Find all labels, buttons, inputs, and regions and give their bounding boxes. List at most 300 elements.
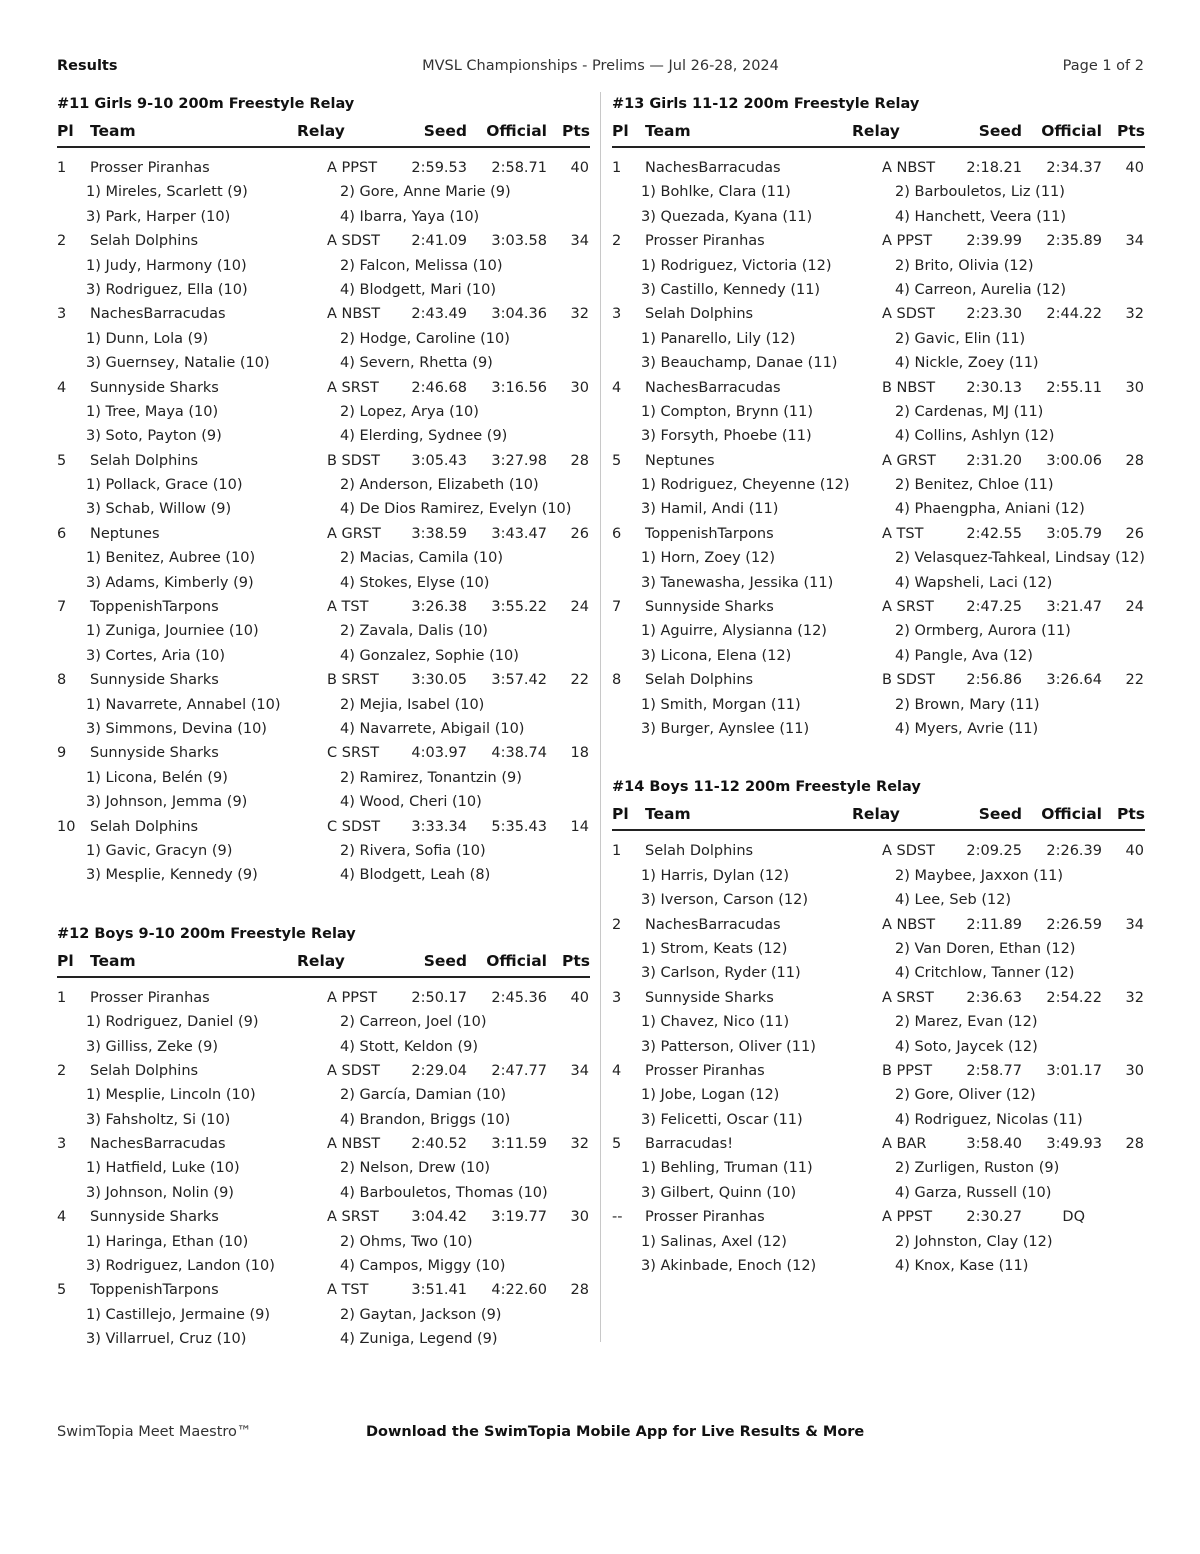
team-row [612, 1059, 1145, 1083]
swimmers-row [57, 497, 590, 521]
result-entry [57, 1132, 590, 1205]
swimmer-leg-2: 2) Velasquez-Tahkeal, Lindsay (12) [895, 550, 1145, 567]
team-name: Neptunes [90, 525, 160, 542]
official-time: 3:00.06 [1046, 452, 1102, 469]
team-name: Selah Dolphins [645, 672, 754, 689]
swimmer-leg-4: 4) Gonzalez, Sophie (10) [340, 647, 519, 664]
seed-time: 3:38.59 [411, 525, 467, 542]
swimmer-leg-1: 1) Bohlke, Clara (11) [641, 184, 791, 201]
points: 28 [1125, 452, 1144, 469]
team-row [612, 913, 1145, 937]
team-row [612, 156, 1145, 180]
result-entry [612, 1059, 1145, 1132]
relay-code: A NBST [327, 306, 381, 323]
header-points: Pts [1117, 805, 1145, 824]
header-official: Official [486, 122, 547, 140]
official-time: 2:45.36 [491, 989, 547, 1006]
points: 32 [1125, 306, 1144, 323]
swimmer-leg-1: 1) Haringa, Ethan (10) [86, 1233, 249, 1250]
result-entry [57, 449, 590, 522]
swimmer-leg-3: 3) Carlson, Ryder (11) [641, 965, 801, 982]
swimmers-row [612, 1230, 1145, 1254]
swimmer-leg-1: 1) Behling, Truman (11) [641, 1160, 813, 1177]
place: 4 [612, 379, 622, 396]
points: 34 [570, 1062, 589, 1079]
team-name: NachesBarracudas [90, 1136, 226, 1153]
swimmer-leg-3: 3) Fahsholtz, Si (10) [86, 1111, 231, 1128]
relay-code: A TST [327, 1282, 369, 1299]
result-entry [57, 1059, 590, 1132]
swimmers-row [612, 693, 1145, 717]
swimmer-leg-3: 3) Gilbert, Quinn (10) [641, 1184, 797, 1201]
official-time: 2:26.39 [1046, 843, 1102, 860]
official-time: 2:58.71 [491, 160, 547, 176]
relay-code: A SDST [327, 1062, 380, 1079]
header-official: Official [486, 951, 547, 970]
swimmers-row [612, 571, 1145, 595]
swimmers-row [57, 1035, 590, 1059]
relay-code: A GRST [882, 452, 936, 469]
swimmer-leg-1: 1) Rodriguez, Daniel (9) [86, 1014, 259, 1031]
team-row [57, 376, 590, 400]
team-name: NachesBarracudas [90, 306, 226, 323]
swimmer-leg-1: 1) Strom, Keats (12) [641, 940, 788, 957]
result-entry [612, 1205, 1145, 1278]
swimmers-row [57, 1083, 590, 1107]
swimmer-leg-1: 1) Licona, Belén (9) [86, 769, 228, 786]
seed-time: 2:41.09 [411, 233, 467, 250]
team-name: Sunnyside Sharks [645, 989, 774, 1006]
swimmer-leg-4: 4) Stott, Keldon (9) [340, 1038, 478, 1055]
swimmers-row [57, 400, 590, 424]
team-name: NachesBarracudas [645, 160, 781, 176]
swimmer-leg-1: 1) Dunn, Lola (9) [86, 330, 209, 347]
swimmer-leg-1: 1) Aguirre, Alysianna (12) [641, 623, 827, 640]
team-row [57, 522, 590, 546]
seed-time: 2:46.68 [411, 379, 467, 396]
swimmers-row [57, 327, 590, 351]
left-column [57, 92, 590, 1352]
result-entry [612, 302, 1145, 375]
seed-time: 2:31.20 [966, 452, 1022, 469]
swimmers-row [612, 937, 1145, 961]
swimmer-leg-3: 3) Gilliss, Zeke (9) [86, 1038, 218, 1055]
swimmer-leg-2: 2) Gaytan, Jackson (9) [340, 1306, 502, 1323]
points: 22 [570, 672, 589, 689]
place: 1 [612, 160, 622, 176]
relay-code: B NBST [882, 379, 936, 396]
swimmers-row [612, 327, 1145, 351]
swimmers-row [612, 1083, 1145, 1107]
swimmer-leg-4: 4) Barbouletos, Thomas (10) [340, 1184, 548, 1201]
result-entry [57, 595, 590, 668]
swimmer-leg-3: 3) Burger, Aynslee (11) [641, 720, 810, 737]
swimmer-leg-2: 2) Zurligen, Ruston (9) [895, 1160, 1060, 1177]
swimmer-leg-2: 2) Mejia, Isabel (10) [340, 696, 485, 713]
header-official: Official [1041, 805, 1102, 824]
team-name: Prosser Piranhas [90, 989, 210, 1006]
seed-time: 2:50.17 [411, 989, 467, 1006]
place: 2 [612, 916, 622, 933]
place: 4 [57, 379, 67, 396]
header-points: Pts [1117, 122, 1145, 140]
swimmer-leg-2: 2) García, Damian (10) [340, 1087, 507, 1104]
swimmers-row [612, 619, 1145, 643]
swimmer-leg-4: 4) Campos, Miggy (10) [340, 1258, 506, 1275]
official-time: 3:11.59 [491, 1136, 547, 1153]
points: 34 [1125, 916, 1144, 933]
page-number: Page 1 of 2 [1062, 58, 1144, 74]
swimmer-leg-2: 2) Maybee, Jaxxon (11) [895, 867, 1064, 884]
swimmer-leg-4: 4) Stokes, Elyse (10) [340, 574, 490, 591]
swimmer-leg-3: 3) Johnson, Nolin (9) [86, 1184, 234, 1201]
swimmers-row [612, 278, 1145, 302]
official-time: 2:47.77 [491, 1062, 547, 1079]
official-time: 2:55.11 [1046, 379, 1102, 396]
points: 22 [1125, 672, 1144, 689]
swimmer-leg-1: 1) Harris, Dylan (12) [641, 867, 789, 884]
swimmers-row [612, 497, 1145, 521]
swimmer-leg-1: 1) Smith, Morgan (11) [641, 696, 801, 713]
swimmers-row [612, 546, 1145, 570]
official-time: 2:54.22 [1046, 989, 1102, 1006]
relay-code: A NBST [882, 160, 936, 176]
place: 9 [57, 745, 67, 762]
swimmer-leg-2: 2) Carreon, Joel (10) [340, 1014, 487, 1031]
event-12 [57, 922, 590, 1352]
relay-code: A SDST [882, 843, 935, 860]
swimmer-leg-3: 3) Mesplie, Kennedy (9) [86, 867, 258, 884]
swimmers-row [57, 644, 590, 668]
swimmer-leg-1: 1) Tree, Maya (10) [86, 403, 219, 420]
relay-code: A SRST [327, 1209, 379, 1226]
seed-time: 2:47.25 [966, 599, 1022, 616]
seed-time: 2:58.77 [966, 1062, 1022, 1079]
official-time: 3:01.17 [1046, 1062, 1102, 1079]
points: 30 [570, 1209, 589, 1226]
points: 34 [1125, 233, 1144, 250]
swimmer-leg-4: 4) Carreon, Aurelia (12) [895, 281, 1067, 298]
swimmer-leg-2: 2) Anderson, Elizabeth (10) [340, 477, 539, 494]
seed-time: 2:42.55 [966, 525, 1022, 542]
result-entry [612, 668, 1145, 741]
place: 6 [57, 525, 67, 542]
swimmer-leg-3: 3) Felicetti, Oscar (11) [641, 1111, 803, 1128]
swimmer-leg-2: 2) Johnston, Clay (12) [895, 1233, 1053, 1250]
team-row [612, 1205, 1145, 1229]
team-row [612, 302, 1145, 326]
relay-code: A BAR [882, 1136, 927, 1153]
relay-code: A TST [327, 599, 369, 616]
team-row [57, 1059, 590, 1083]
swimmer-leg-3: 3) Simmons, Devina (10) [86, 720, 267, 737]
result-entry [57, 302, 590, 375]
result-entry [612, 913, 1145, 986]
event-13 [612, 92, 1145, 741]
swimmers-row [57, 1303, 590, 1327]
swimmer-leg-2: 2) Hodge, Caroline (10) [340, 330, 510, 347]
swimmer-leg-2: 2) Barbouletos, Liz (11) [895, 184, 1065, 201]
team-row [612, 376, 1145, 400]
result-entry [57, 229, 590, 302]
team-name: Prosser Piranhas [645, 1062, 765, 1079]
footer-app-promo: Download the SwimTopia Mobile App for Live Results & More [366, 1424, 865, 1440]
header-points: Pts [562, 951, 590, 970]
official-time: 3:27.98 [491, 452, 547, 469]
seed-time: 2:39.99 [966, 233, 1022, 250]
swimmer-leg-4: 4) Lee, Seb (12) [895, 892, 1012, 909]
place: 1 [612, 843, 622, 860]
result-entry [57, 522, 590, 595]
swimmer-leg-1: 1) Chavez, Nico (11) [641, 1014, 790, 1031]
swimmer-leg-4: 4) Nickle, Zoey (11) [895, 355, 1039, 372]
team-row [57, 668, 590, 692]
swimmers-row [57, 254, 590, 278]
team-row [57, 986, 590, 1010]
swimmer-leg-1: 1) Rodriguez, Cheyenne (12) [641, 477, 850, 494]
official-time: 2:44.22 [1046, 306, 1102, 323]
swimmer-leg-4: 4) Wood, Cheri (10) [340, 794, 482, 811]
swimmers-row [57, 1254, 590, 1278]
swimmer-leg-1: 1) Pollack, Grace (10) [86, 477, 243, 494]
team-name: ToppenishTarpons [90, 599, 219, 616]
swimmers-row [57, 205, 590, 229]
swimmers-row [57, 1327, 590, 1351]
team-row [612, 229, 1145, 253]
swimmers-row [612, 717, 1145, 741]
swimmer-leg-2: 2) Ramirez, Tonantzin (9) [340, 769, 522, 786]
swimmer-leg-3: 3) Quezada, Kyana (11) [641, 208, 813, 225]
swimmers-row [57, 180, 590, 204]
relay-code: A SDST [327, 233, 380, 250]
swimmers-row [57, 619, 590, 643]
relay-code: A SRST [327, 379, 379, 396]
seed-time: 2:18.21 [966, 160, 1022, 176]
swimmer-leg-3: 3) Akinbade, Enoch (12) [641, 1258, 817, 1275]
relay-code: A GRST [327, 525, 381, 542]
swimmers-row [612, 1108, 1145, 1132]
team-name: Selah Dolphins [645, 843, 754, 860]
swimmers-row [612, 1254, 1145, 1278]
swimmer-leg-2: 2) Brown, Mary (11) [895, 696, 1040, 713]
seed-time: 3:30.05 [411, 672, 467, 689]
team-name: Sunnyside Sharks [90, 1209, 219, 1226]
points: 18 [570, 745, 589, 762]
relay-code: A SRST [882, 599, 934, 616]
official-time: 3:57.42 [491, 672, 547, 689]
points: 40 [570, 160, 589, 176]
swimmer-leg-4: 4) Soto, Jaycek (12) [895, 1038, 1038, 1055]
seed-time: 2:56.86 [966, 672, 1022, 689]
result-entry [57, 156, 590, 229]
swimmer-leg-4: 4) Collins, Ashlyn (12) [895, 428, 1055, 445]
seed-time: 3:58.40 [966, 1136, 1022, 1153]
result-entry [612, 522, 1145, 595]
table-header [57, 946, 590, 978]
place: 2 [57, 1062, 67, 1079]
team-row [612, 839, 1145, 863]
seed-time: 2:11.89 [966, 916, 1022, 933]
swimmer-leg-2: 2) Brito, Olivia (12) [895, 257, 1034, 274]
swimmer-leg-4: 4) Knox, Kase (11) [895, 1258, 1029, 1275]
meet-title: MVSL Championships - Prelims — Jul 26-28, 2024 [422, 58, 779, 74]
dq-status: DQ [1062, 1209, 1085, 1226]
points: 28 [1125, 1136, 1144, 1153]
swimmer-leg-1: 1) Salinas, Axel (12) [641, 1233, 787, 1250]
relay-code: A PPST [327, 989, 378, 1006]
team-name: Prosser Piranhas [645, 233, 765, 250]
place: 1 [57, 989, 67, 1006]
swimmers-row [612, 254, 1145, 278]
swimmer-leg-1: 1) Jobe, Logan (12) [641, 1087, 780, 1104]
swimmer-leg-3: 3) Iverson, Carson (12) [641, 892, 809, 909]
team-row [612, 668, 1145, 692]
swimmers-row [612, 351, 1145, 375]
swimmer-leg-2: 2) Lopez, Arya (10) [340, 403, 479, 420]
swimmers-row [57, 571, 590, 595]
official-time: 2:34.37 [1046, 160, 1102, 176]
relay-code: A NBST [882, 916, 936, 933]
team-row [57, 1205, 590, 1229]
place: 6 [612, 525, 622, 542]
event-title: #11 Girls 9-10 200m Freestyle Relay [57, 96, 355, 112]
swimmer-leg-2: 2) Benitez, Chloe (11) [895, 477, 1054, 494]
swimmer-leg-1: 1) Navarrete, Annabel (10) [86, 696, 281, 713]
points: 26 [1125, 525, 1144, 542]
team-name: Selah Dolphins [90, 818, 199, 835]
header-place: Pl [612, 122, 629, 140]
place: 10 [57, 818, 76, 835]
swimmer-leg-1: 1) Zuniga, Journiee (10) [86, 623, 259, 640]
team-name: NachesBarracudas [645, 379, 781, 396]
swimmer-leg-4: 4) Elerding, Sydnee (9) [340, 428, 508, 445]
header-seed: Seed [423, 951, 467, 970]
table-header [57, 116, 590, 148]
official-time: 2:35.89 [1046, 233, 1102, 250]
points: 28 [570, 452, 589, 469]
event-title: #12 Boys 9-10 200m Freestyle Relay [57, 925, 356, 942]
swimmer-leg-4: 4) Navarrete, Abigail (10) [340, 720, 525, 737]
table-header [612, 116, 1145, 148]
team-row [57, 449, 590, 473]
header-seed: Seed [978, 122, 1022, 140]
swimmers-row [57, 863, 590, 887]
points: 26 [570, 525, 589, 542]
swimmer-leg-1: 1) Castillejo, Jermaine (9) [86, 1306, 271, 1323]
swimmer-leg-3: 3) Johnson, Jemma (9) [86, 794, 248, 811]
team-row [57, 229, 590, 253]
swimmer-leg-2: 2) Gore, Oliver (12) [895, 1087, 1036, 1104]
column-divider [600, 92, 601, 1342]
swimmers-row [612, 961, 1145, 985]
swimmer-leg-3: 3) Villarruel, Cruz (10) [86, 1331, 247, 1348]
team-row [612, 986, 1145, 1010]
result-entry [612, 839, 1145, 912]
swimmer-leg-3: 3) Beauchamp, Danae (11) [641, 355, 838, 372]
swimmer-leg-1: 1) Mireles, Scarlett (9) [86, 184, 248, 201]
place: 4 [612, 1062, 622, 1079]
swimmers-row [57, 1108, 590, 1132]
place: 3 [612, 306, 622, 323]
place: 3 [612, 989, 622, 1006]
team-name: NachesBarracudas [645, 916, 781, 933]
points: 34 [570, 233, 589, 250]
seed-time: 2:30.13 [966, 379, 1022, 396]
place: 5 [57, 1282, 67, 1299]
relay-code: C SRST [327, 745, 380, 762]
swimmers-row [57, 351, 590, 375]
header-team: Team [90, 951, 136, 970]
place: 7 [57, 599, 67, 616]
seed-time: 2:29.04 [411, 1062, 467, 1079]
official-time: 3:55.22 [491, 599, 547, 616]
header-relay: Relay [852, 122, 900, 140]
swimmers-row [57, 790, 590, 814]
swimmer-leg-2: 2) Van Doren, Ethan (12) [895, 940, 1076, 957]
swimmer-leg-1: 1) Gavic, Gracyn (9) [86, 842, 233, 859]
relay-code: B SDST [882, 672, 935, 689]
result-entry [57, 1205, 590, 1278]
place: 5 [612, 452, 622, 469]
swimmer-leg-3: 3) Forsyth, Phoebe (11) [641, 428, 812, 445]
relay-code: A PPST [882, 233, 933, 250]
seed-time: 3:51.41 [411, 1282, 467, 1299]
swimmer-leg-2: 2) Falcon, Melissa (10) [340, 257, 503, 274]
relay-code: B SDST [327, 452, 380, 469]
official-time: 3:26.64 [1046, 672, 1102, 689]
relay-code: B SRST [327, 672, 379, 689]
relay-code: C SDST [327, 818, 381, 835]
seed-time: 2:09.25 [966, 843, 1022, 860]
swimmer-leg-3: 3) Schab, Willow (9) [86, 501, 232, 518]
team-name: Sunnyside Sharks [90, 672, 219, 689]
result-entry [612, 449, 1145, 522]
official-time: 4:38.74 [491, 745, 547, 762]
relay-code: A PPST [327, 160, 378, 176]
team-name: Selah Dolphins [90, 1062, 199, 1079]
team-row [57, 302, 590, 326]
relay-code: A SDST [882, 306, 935, 323]
team-name: Neptunes [645, 452, 715, 469]
result-entry [57, 376, 590, 449]
points: 30 [1125, 1062, 1144, 1079]
team-row [612, 449, 1145, 473]
header-team: Team [645, 805, 691, 824]
official-time: 4:22.60 [491, 1282, 547, 1299]
team-row [57, 815, 590, 839]
points: 28 [570, 1282, 589, 1299]
swimmer-leg-2: 2) Marez, Evan (12) [895, 1014, 1038, 1031]
seed-time: 2:23.30 [966, 306, 1022, 323]
result-entry [57, 668, 590, 741]
swimmer-leg-3: 3) Castillo, Kennedy (11) [641, 281, 821, 298]
swimmers-row [57, 693, 590, 717]
right-column [612, 92, 1145, 1278]
swimmers-row [612, 888, 1145, 912]
official-time: 3:43.47 [491, 525, 547, 542]
header-seed: Seed [423, 122, 467, 140]
swimmer-leg-2: 2) Gavic, Elin (11) [895, 330, 1026, 347]
result-entry [57, 815, 590, 888]
table-header [612, 799, 1145, 831]
place: 1 [57, 160, 67, 176]
points: 32 [570, 306, 589, 323]
swimmer-leg-2: 2) Gore, Anne Marie (9) [340, 184, 511, 201]
official-time: 3:19.77 [491, 1209, 547, 1226]
team-row [612, 522, 1145, 546]
seed-time: 2:36.63 [966, 989, 1022, 1006]
team-name: Selah Dolphins [90, 233, 199, 250]
